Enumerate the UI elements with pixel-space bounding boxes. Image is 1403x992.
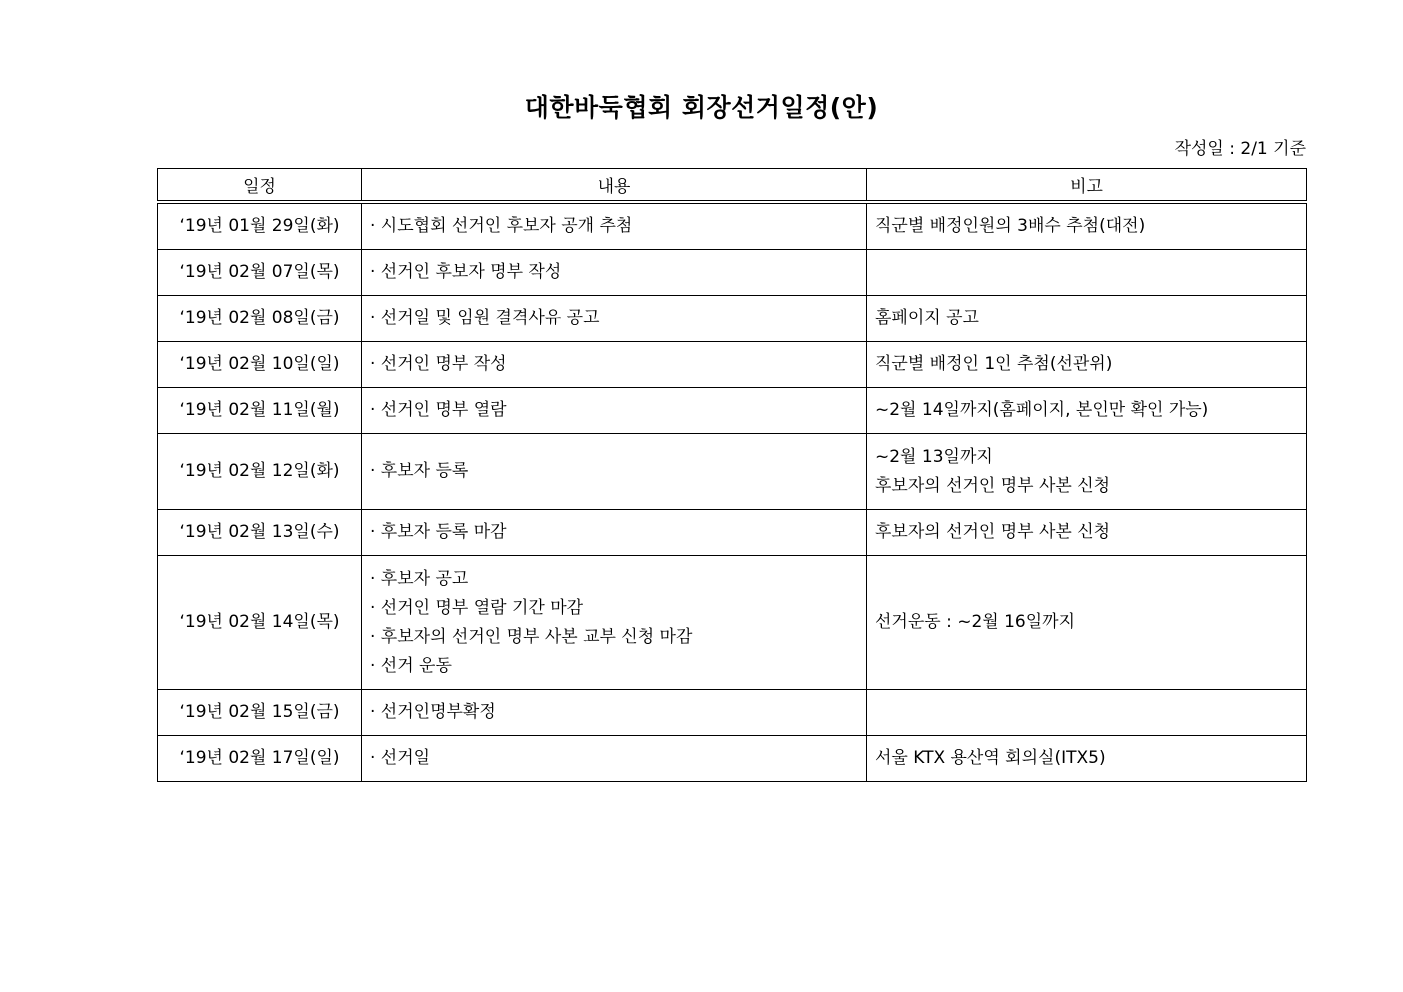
table-row xyxy=(158,556,1307,690)
date-cell: ‘19년 02월 08일(금) xyxy=(158,296,362,342)
notes-cell xyxy=(867,202,1307,250)
table-row xyxy=(158,296,1307,342)
schedule-table xyxy=(157,168,1307,782)
content-line: · 선거인 명부 작성 xyxy=(370,354,507,374)
content-line: · 선거일 및 임원 결격사유 공고 xyxy=(370,308,600,328)
table-row xyxy=(158,388,1307,434)
content-line: · 후보자 등록 마감 xyxy=(370,522,507,542)
content-cell xyxy=(362,510,867,556)
note-line: 후보자의 선거인 명부 사본 신청 xyxy=(875,475,1111,496)
content-cell xyxy=(362,202,867,250)
content-line: · 선거인명부확정 xyxy=(370,702,496,722)
content-cell xyxy=(362,342,867,388)
table-row xyxy=(158,250,1307,296)
note-line: 후보자의 선거인 명부 사본 신청 xyxy=(875,522,1111,542)
date-note: 작성일 : 2/1 기준 xyxy=(1174,139,1306,159)
notes-cell xyxy=(867,510,1307,556)
header-date: 일정 xyxy=(158,169,362,203)
table-row xyxy=(158,736,1307,782)
notes-cell xyxy=(867,296,1307,342)
table-row xyxy=(158,434,1307,510)
content-line: · 후보자의 선거인 명부 사본 교부 신청 마감 xyxy=(370,626,693,647)
content-cell xyxy=(362,736,867,782)
content-line: · 선거인 명부 열람 xyxy=(370,400,507,420)
notes-cell xyxy=(867,388,1307,434)
note-line: 서울 KTX 용산역 회의실(ITX5) xyxy=(875,748,1106,768)
note-line: 직군별 배정인 1인 추첨(선관위) xyxy=(875,354,1113,374)
note-line: ~2월 13일까지 xyxy=(875,446,993,467)
content-line: · 선거인 명부 열람 기간 마감 xyxy=(370,597,584,618)
content-line: · 후보자 등록 xyxy=(370,461,469,481)
note-line: 직군별 배정인원의 3배수 추첨(대전) xyxy=(875,216,1146,236)
date-cell: ‘19년 02월 10일(일) xyxy=(158,342,362,388)
document-title: 대한바둑협회 회장선거일정(안) xyxy=(524,93,879,122)
notes-cell xyxy=(867,342,1307,388)
content-cell xyxy=(362,296,867,342)
date-cell: ‘19년 02월 15일(금) xyxy=(158,690,362,736)
date-cell: ‘19년 01월 29일(화) xyxy=(158,202,362,250)
content-cell xyxy=(362,250,867,296)
date-cell: ‘19년 02월 17일(일) xyxy=(158,736,362,782)
date-cell: ‘19년 02월 12일(화) xyxy=(158,434,362,510)
note-line: ~2월 14일까지(홈페이지, 본인만 확인 가능) xyxy=(875,400,1209,420)
header-content: 내용 xyxy=(362,169,867,203)
notes-cell xyxy=(867,690,1307,736)
content-cell xyxy=(362,690,867,736)
table-header-row xyxy=(158,169,1307,203)
notes-cell xyxy=(867,736,1307,782)
table-row xyxy=(158,342,1307,388)
notes-cell xyxy=(867,434,1307,510)
content-line: · 선거인 후보자 명부 작성 xyxy=(370,262,562,282)
date-cell: ‘19년 02월 14일(목) xyxy=(158,556,362,690)
content-line: · 후보자 공고 xyxy=(370,568,469,589)
content-line: · 시도협회 선거인 후보자 공개 추첨 xyxy=(370,216,633,236)
notes-cell xyxy=(867,556,1307,690)
table-row xyxy=(158,510,1307,556)
content-cell xyxy=(362,388,867,434)
content-cell xyxy=(362,434,867,510)
notes-cell xyxy=(867,250,1307,296)
date-cell: ‘19년 02월 11일(월) xyxy=(158,388,362,434)
date-cell: ‘19년 02월 13일(수) xyxy=(158,510,362,556)
table-row xyxy=(158,202,1307,250)
content-line: · 선거일 xyxy=(370,748,431,768)
content-line: · 선거 운동 xyxy=(370,655,452,676)
note-line: 선거운동 : ~2월 16일까지 xyxy=(875,612,1076,632)
table-row xyxy=(158,690,1307,736)
content-cell xyxy=(362,556,867,690)
date-cell: ‘19년 02월 07일(목) xyxy=(158,250,362,296)
header-notes: 비고 xyxy=(867,169,1307,203)
note-line: 홈페이지 공고 xyxy=(875,308,979,328)
